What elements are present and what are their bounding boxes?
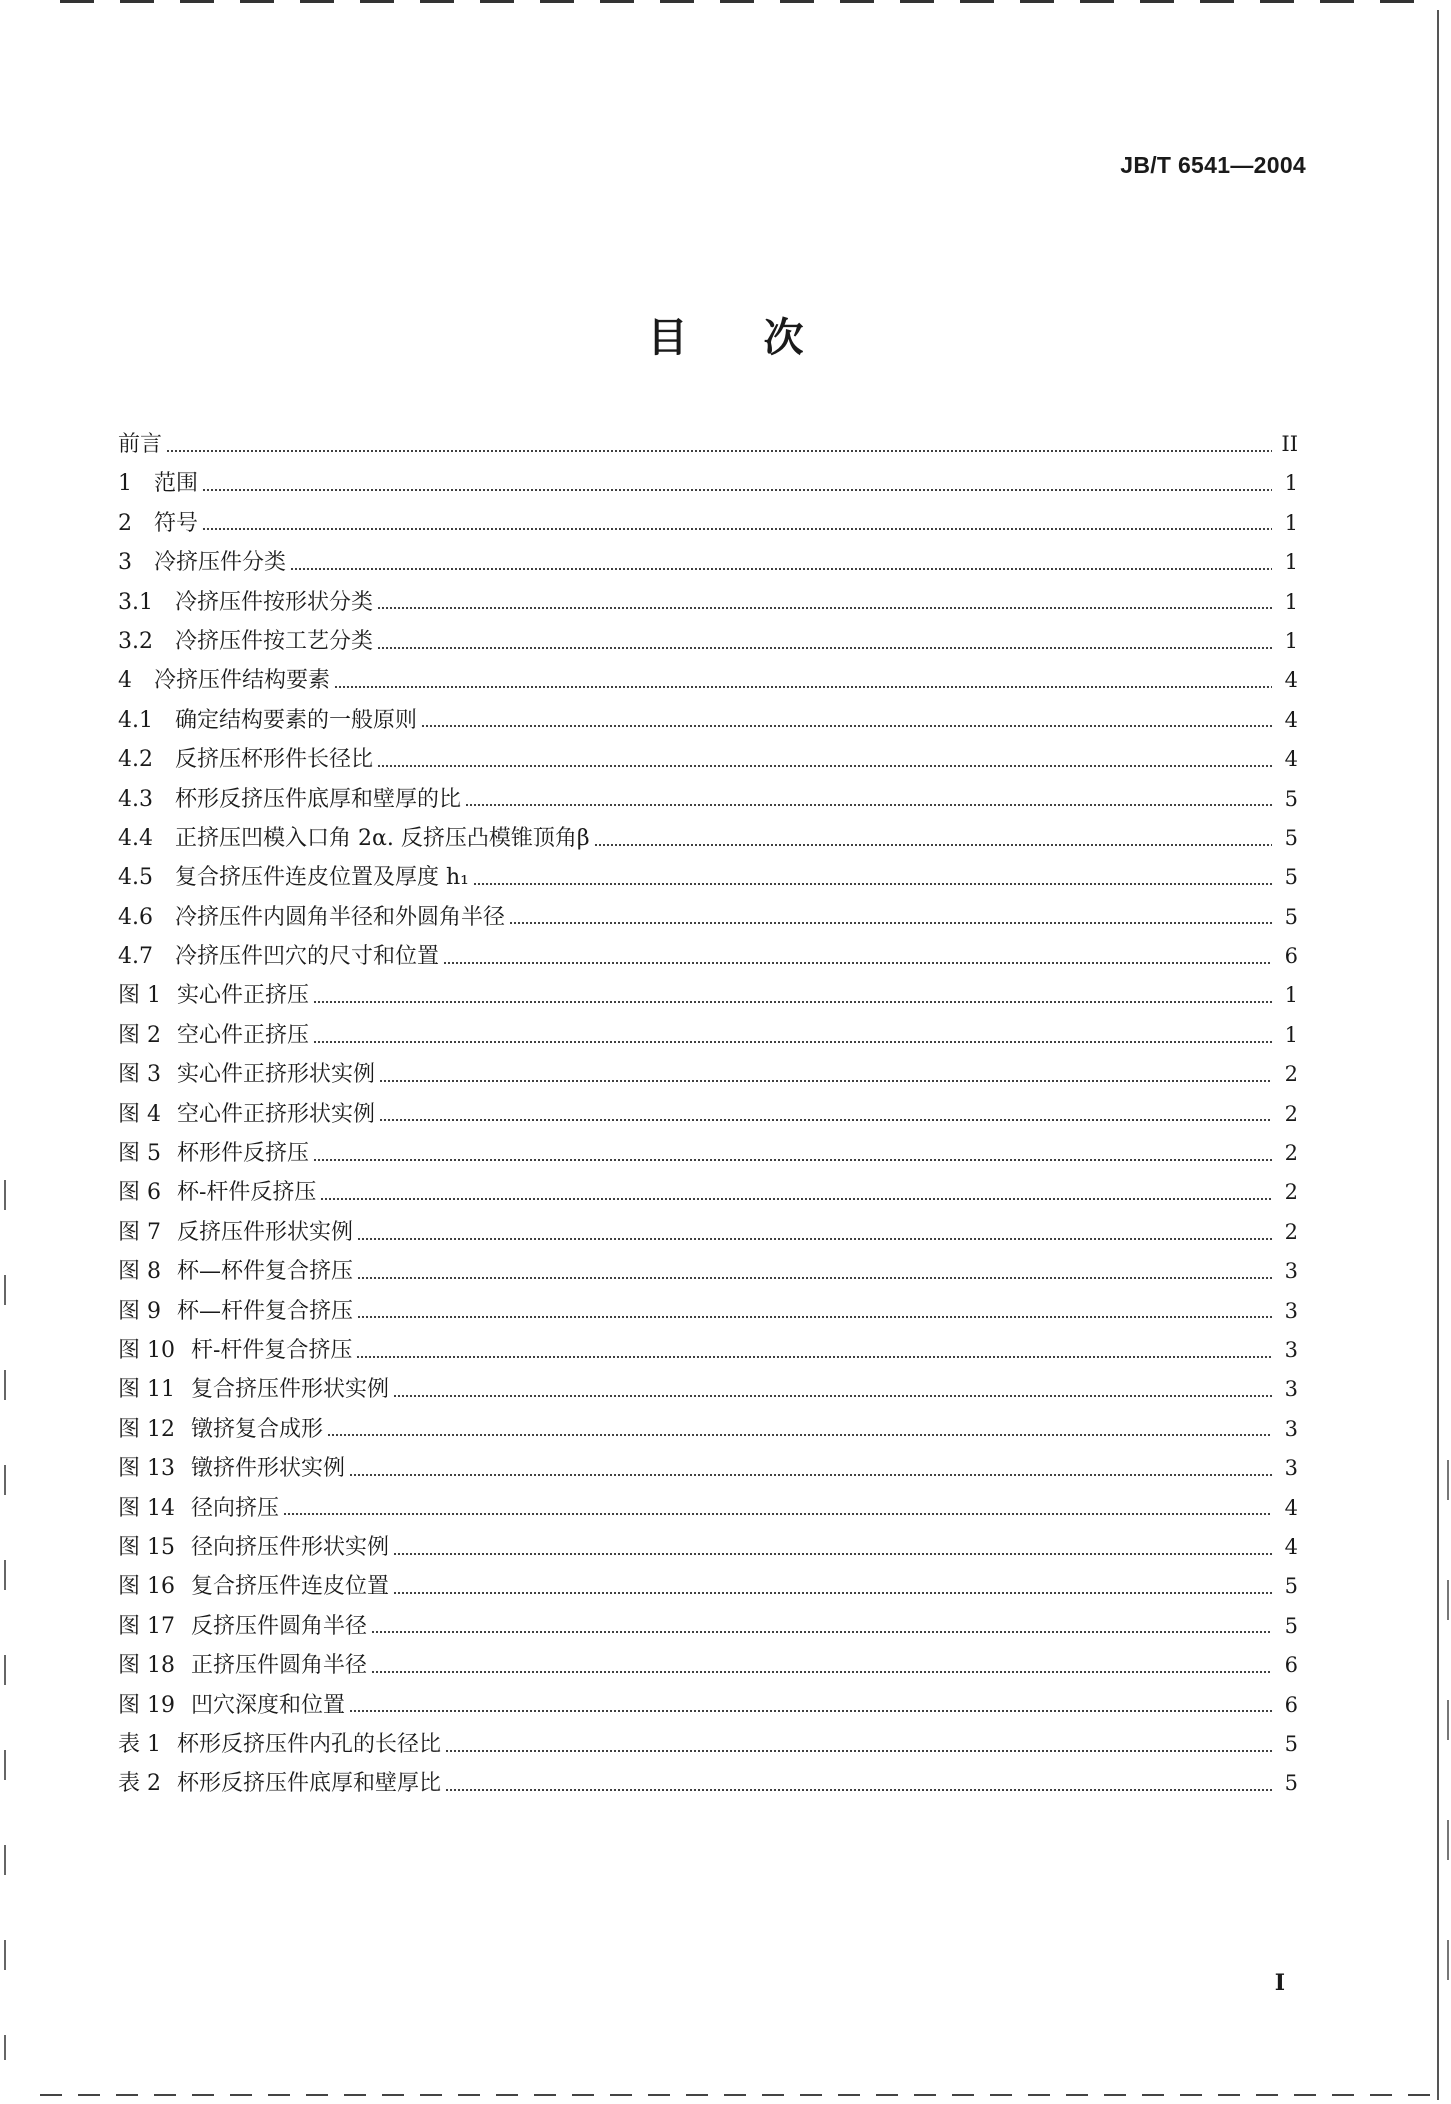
dot-leader — [377, 765, 1272, 767]
toc-entry-page: 6 — [1284, 1653, 1298, 1678]
toc-entry-label: 空心件正挤压 — [177, 1022, 310, 1048]
toc-entry — [118, 1686, 1298, 1725]
toc-entry-label: 冷挤压件按工艺分类 — [175, 628, 374, 654]
dot-leader — [313, 1001, 1272, 1003]
dot-leader — [377, 607, 1272, 609]
toc-entry-number: 4.2 — [118, 747, 153, 773]
dot-leader — [327, 1434, 1272, 1436]
toc-entry-page: 5 — [1284, 1613, 1298, 1638]
toc-entry-number: 图 3 — [118, 1062, 161, 1088]
dot-leader — [349, 1474, 1272, 1476]
toc-entry-number: 图 9 — [118, 1298, 161, 1324]
toc-entry-page: 1 — [1284, 1022, 1298, 1047]
toc-entry-number: 图 12 — [118, 1416, 175, 1442]
toc-entry-number: 1 — [118, 471, 132, 497]
dot-leader — [445, 1750, 1272, 1752]
toc-entry-number: 图 14 — [118, 1495, 175, 1521]
dot-leader — [357, 1277, 1272, 1279]
dot-leader — [445, 1789, 1272, 1791]
dot-leader — [357, 1316, 1272, 1318]
toc-entry-number: 图 17 — [118, 1613, 175, 1639]
toc-entry-page: 5 — [1284, 825, 1298, 850]
dot-leader — [371, 1671, 1272, 1673]
toc-entry-page: 3 — [1284, 1416, 1298, 1441]
toc-entry — [118, 937, 1298, 976]
toc-entry-number: 表 1 — [118, 1731, 161, 1757]
toc-entry — [118, 898, 1298, 937]
dot-leader — [283, 1513, 1272, 1515]
toc-entry — [118, 504, 1298, 543]
toc-entry-number: 4 — [118, 668, 132, 694]
toc-entry — [118, 1449, 1298, 1488]
toc-entry-number: 3 — [118, 550, 132, 576]
toc-entry-label: 杯-杆件反挤压 — [177, 1180, 317, 1206]
toc-entry — [118, 1764, 1298, 1803]
toc-entry — [118, 543, 1298, 582]
page-title-char-1: 目 — [647, 314, 688, 361]
toc-entry-page: 4 — [1284, 747, 1298, 772]
toc-entry-label: 镦挤复合成形 — [191, 1416, 324, 1442]
dot-leader — [473, 883, 1272, 885]
toc-entry-label: 正挤压件圆角半径 — [191, 1653, 368, 1679]
toc-entry-page: 4 — [1284, 1534, 1298, 1559]
toc-entry-number: 4.6 — [118, 904, 153, 930]
dot-leader — [290, 568, 1272, 570]
toc-entry-page: 5 — [1284, 786, 1298, 811]
toc-entry-label: 实心件正挤压 — [177, 983, 310, 1009]
toc-entry-label: 确定结构要素的一般原则 — [175, 707, 418, 733]
toc-entry-number: 4.1 — [118, 707, 153, 733]
toc-entry-number: 4.7 — [118, 944, 153, 970]
toc-entry-number: 图 15 — [118, 1534, 175, 1560]
toc-entry-page: 2 — [1284, 1101, 1298, 1126]
toc-entry-page: 2 — [1284, 1219, 1298, 1244]
toc-entry-label: 凹穴深度和位置 — [191, 1692, 346, 1718]
toc-entry-page: 5 — [1284, 904, 1298, 929]
toc-entry-number: 图 2 — [118, 1022, 161, 1048]
toc-entry — [118, 464, 1298, 503]
toc-entry-page: 2 — [1284, 1141, 1298, 1166]
toc-entry-page: 4 — [1284, 1495, 1298, 1520]
toc-entry-label: 镦挤件形状实例 — [191, 1456, 346, 1482]
toc-entry-label: 杯形件反挤压 — [177, 1141, 310, 1167]
toc-entry — [118, 622, 1298, 661]
toc-entry-label: 复合挤压件连皮位置 — [191, 1574, 390, 1600]
toc-entry-number: 图 4 — [118, 1101, 161, 1127]
toc-entry-number: 图 6 — [118, 1180, 161, 1206]
toc-entry-page: 5 — [1284, 1731, 1298, 1756]
dot-leader — [202, 489, 1272, 491]
toc-entry-number: 图 10 — [118, 1337, 175, 1363]
toc-entry-label: 正挤压凹模入口角 2α. 反挤压凸模锥顶角β — [175, 825, 590, 851]
dot-leader — [377, 647, 1272, 649]
toc-entry-label: 冷挤压件结构要素 — [154, 668, 331, 694]
toc-entry — [118, 780, 1298, 819]
toc-entry-number: 图 19 — [118, 1692, 175, 1718]
toc-entry-label: 杯形反挤压件底厚和壁厚的比 — [175, 786, 462, 812]
toc-entry-label: 复合挤压件形状实例 — [191, 1377, 390, 1403]
toc-entry-label: 冷挤压件凹穴的尺寸和位置 — [175, 944, 440, 970]
toc-entry-number: 4.4 — [118, 825, 153, 851]
dot-leader — [334, 686, 1272, 688]
toc-entry-number: 2 — [118, 510, 132, 536]
toc-entry — [118, 1567, 1298, 1606]
toc-entry-page: 1 — [1284, 510, 1298, 535]
dot-leader — [393, 1395, 1272, 1397]
toc-entry — [118, 1252, 1298, 1291]
toc-entry-number: 图 5 — [118, 1141, 161, 1167]
toc-entry — [118, 1370, 1298, 1409]
dot-leader — [356, 1356, 1272, 1358]
toc-entry-label: 反挤压杯形件长径比 — [175, 747, 374, 773]
dot-leader — [166, 450, 1272, 452]
toc-entry-label: 前言 — [118, 432, 163, 457]
toc-entry-page: 1 — [1284, 983, 1298, 1008]
dot-leader — [357, 1238, 1272, 1240]
dot-leader — [379, 1119, 1272, 1121]
toc-entry — [118, 1134, 1298, 1173]
toc-entry-page: 1 — [1284, 471, 1298, 496]
toc-entry — [118, 1528, 1298, 1567]
toc-entry-number: 3.1 — [118, 589, 153, 615]
toc-entry-label: 杯形反挤压件内孔的长径比 — [177, 1731, 442, 1757]
toc-entry — [118, 976, 1298, 1015]
toc-entry — [118, 661, 1298, 700]
toc-entry-number: 图 1 — [118, 983, 161, 1009]
scan-marks-left — [4, 1180, 6, 2060]
toc-entry-label: 冷挤压件内圆角半径和外圆角半径 — [175, 904, 506, 930]
toc-entry-page: 1 — [1284, 550, 1298, 575]
toc-entry-label: 径向挤压件形状实例 — [191, 1534, 390, 1560]
toc-entry-number: 4.5 — [118, 865, 153, 891]
toc-entry-number: 表 2 — [118, 1771, 161, 1797]
page-title — [0, 306, 1451, 363]
toc-entry-page: II — [1281, 432, 1298, 456]
toc-entry-page: 3 — [1284, 1377, 1298, 1402]
dot-leader — [594, 844, 1272, 846]
page-number: I — [1274, 1970, 1285, 1996]
dot-leader — [379, 1080, 1272, 1082]
toc-entry — [118, 425, 1298, 464]
toc-entry-page: 5 — [1284, 865, 1298, 890]
toc-entry-label: 杯—杆件复合挤压 — [177, 1298, 354, 1324]
dot-leader — [393, 1592, 1272, 1594]
toc-entry-page: 6 — [1284, 944, 1298, 969]
toc-entry-label: 空心件正挤形状实例 — [177, 1101, 376, 1127]
toc-entry — [118, 858, 1298, 897]
dot-leader — [349, 1710, 1272, 1712]
toc-entry-label: 径向挤压 — [191, 1495, 280, 1521]
toc-entry — [118, 1016, 1298, 1055]
dot-leader — [320, 1198, 1272, 1200]
scan-border-top — [60, 0, 1431, 3]
toc-entry-page: 3 — [1284, 1337, 1298, 1362]
toc-entry — [118, 1725, 1298, 1764]
toc-entry-label: 反挤压件圆角半径 — [191, 1613, 368, 1639]
toc-entry-page: 5 — [1284, 1771, 1298, 1796]
toc-entry — [118, 701, 1298, 740]
toc-entry-label: 冷挤压件按形状分类 — [175, 589, 374, 615]
toc-entry — [118, 1646, 1298, 1685]
toc-entry-label: 冷挤压件分类 — [154, 550, 287, 576]
dot-leader — [393, 1553, 1272, 1555]
toc-entry — [118, 1095, 1298, 1134]
toc-entry-number: 3.2 — [118, 628, 153, 654]
scan-marks-right — [1447, 1460, 1449, 2060]
dot-leader — [371, 1631, 1272, 1633]
toc-entry-page: 2 — [1284, 1180, 1298, 1205]
toc-entry — [118, 819, 1298, 858]
toc-entry-number: 图 11 — [118, 1377, 175, 1403]
toc-entry-number: 图 13 — [118, 1456, 175, 1482]
toc-entry-number: 图 18 — [118, 1653, 175, 1679]
toc-entry — [118, 1055, 1298, 1094]
toc-entry-page: 4 — [1284, 668, 1298, 693]
toc-entry — [118, 1173, 1298, 1212]
toc-entry-label: 杆-杆件复合挤压 — [191, 1337, 353, 1363]
toc-entry-label: 实心件正挤形状实例 — [177, 1062, 376, 1088]
toc-entry-number: 4.3 — [118, 786, 153, 812]
toc-entry-label: 复合挤压件连皮位置及厚度 h₁ — [175, 865, 469, 891]
standard-number: JB/T 6541—2004 — [1120, 152, 1306, 178]
toc-entry-page: 2 — [1284, 1062, 1298, 1087]
toc-entry-page: 4 — [1284, 707, 1298, 732]
toc-entry — [118, 1213, 1298, 1252]
page-title-char-2: 次 — [763, 314, 804, 361]
toc-entry — [118, 1607, 1298, 1646]
scan-border-bottom — [40, 2094, 1431, 2096]
dot-leader — [202, 528, 1272, 530]
dot-leader — [465, 804, 1272, 806]
toc-entry — [118, 583, 1298, 622]
dot-leader — [313, 1041, 1272, 1043]
dot-leader — [443, 962, 1272, 964]
toc-entry — [118, 1410, 1298, 1449]
toc-entry-number: 图 7 — [118, 1219, 161, 1245]
table-of-contents — [118, 425, 1298, 1804]
toc-entry-page: 3 — [1284, 1456, 1298, 1481]
toc-entry-page: 3 — [1284, 1298, 1298, 1323]
toc-entry — [118, 740, 1298, 779]
toc-entry-label: 杯形反挤压件底厚和壁厚比 — [177, 1771, 442, 1797]
toc-entry-page: 6 — [1284, 1692, 1298, 1717]
dot-leader — [509, 922, 1272, 924]
toc-entry-page: 1 — [1284, 628, 1298, 653]
toc-entry-label: 范围 — [154, 471, 199, 497]
toc-entry — [118, 1489, 1298, 1528]
toc-entry-number: 图 8 — [118, 1259, 161, 1285]
dot-leader — [421, 725, 1272, 727]
toc-entry — [118, 1292, 1298, 1331]
toc-entry-page: 3 — [1284, 1259, 1298, 1284]
toc-entry — [118, 1331, 1298, 1370]
toc-entry-number: 图 16 — [118, 1574, 175, 1600]
toc-entry-page: 1 — [1284, 589, 1298, 614]
toc-entry-page: 5 — [1284, 1574, 1298, 1599]
dot-leader — [313, 1159, 1272, 1161]
toc-entry-label: 杯—杯件复合挤压 — [177, 1259, 354, 1285]
toc-entry-label: 符号 — [154, 510, 199, 536]
toc-entry-label: 反挤压件形状实例 — [177, 1219, 354, 1245]
